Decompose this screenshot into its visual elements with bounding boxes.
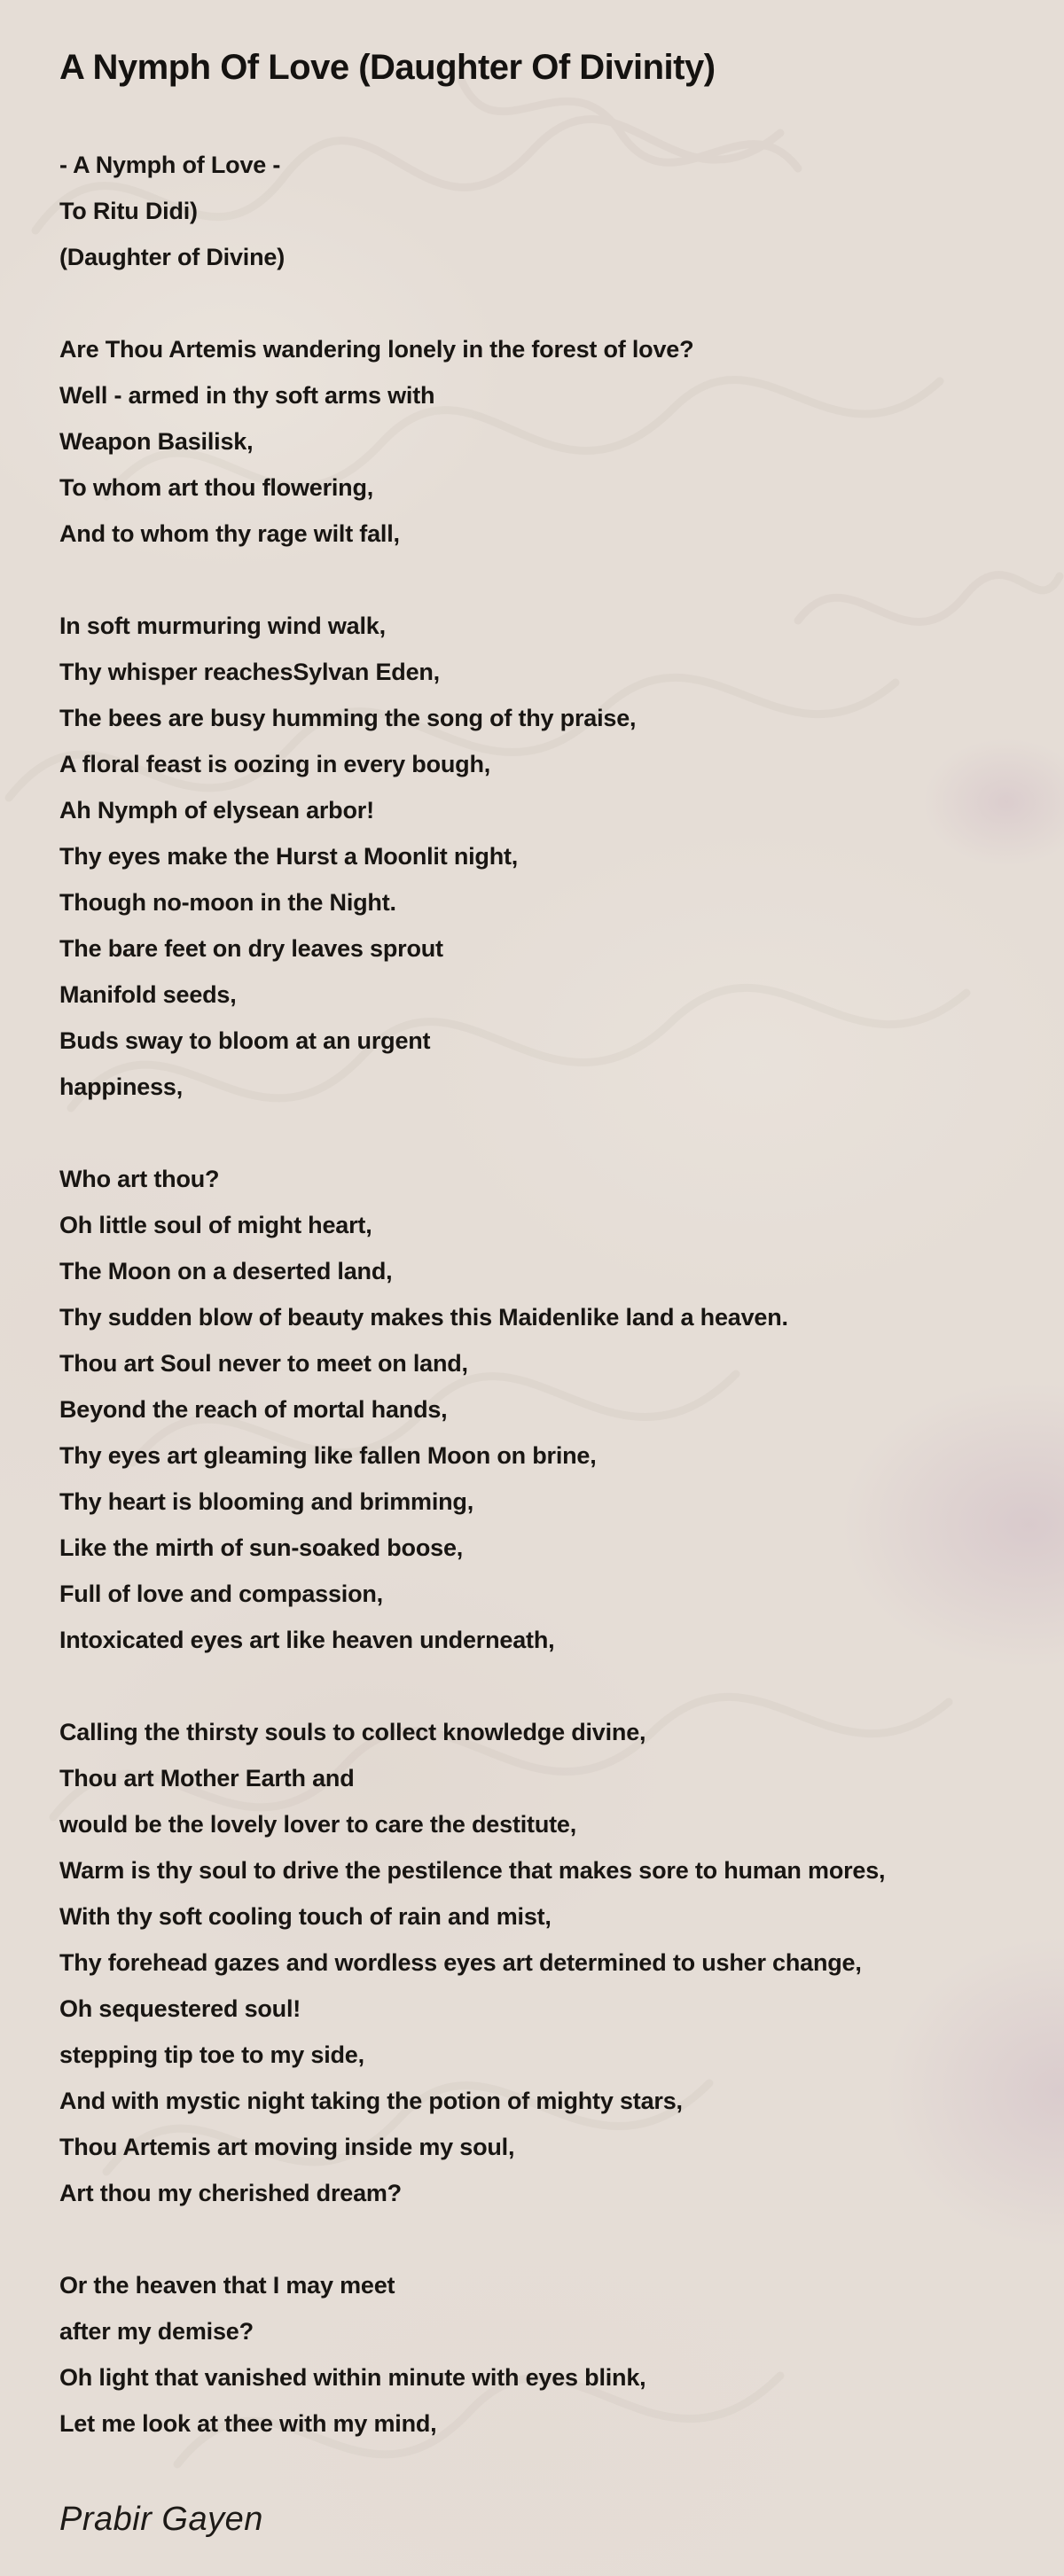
poem-line: Oh sequestered soul! — [59, 1995, 301, 2022]
poem-line: Beyond the reach of mortal hands, — [59, 1396, 448, 1423]
poem-line: Buds sway to bloom at an urgent — [59, 1027, 431, 1054]
poem-stanza — [59, 603, 1037, 1110]
poem-body — [59, 142, 1037, 2447]
poem-line: The bees are busy humming the song of thy praise, — [59, 705, 637, 731]
poem-line: With thy soft cooling touch of rain and mist, — [59, 1903, 552, 1930]
poem-line: Let me look at thee with my mind, — [59, 2410, 437, 2437]
poem-line: To Ritu Didi) — [59, 198, 198, 224]
poem-line: Weapon Basilisk, — [59, 428, 254, 455]
poem-line: - A Nymph of Love - — [59, 152, 281, 178]
poem-line: Oh light that vanished within minute with eyes blink, — [59, 2364, 646, 2391]
poem-line: And to whom thy rage wilt fall, — [59, 520, 400, 547]
poem-stanza — [59, 1156, 1037, 1663]
poem-line: Thy heart is blooming and brimming, — [59, 1488, 474, 1515]
poem-line: Thy eyes art gleaming like fallen Moon on brine, — [59, 1442, 597, 1469]
poem-line: Thy sudden blow of beauty makes this Maidenlike land a heaven. — [59, 1304, 788, 1331]
poem-line: Manifold seeds, — [59, 981, 237, 1008]
poem-stanza — [59, 142, 1037, 280]
poem-line: Calling the thirsty souls to collect knowledge divine, — [59, 1719, 646, 1745]
poem-line: The Moon on a deserted land, — [59, 1258, 393, 1284]
poem-line: Warm is thy soul to drive the pestilence that makes sore to human mores, — [59, 1857, 886, 1884]
poem-line: Full of love and compassion, — [59, 1581, 383, 1607]
poem-line: Thou art Mother Earth and — [59, 1765, 355, 1791]
poem-line: Like the mirth of sun-soaked boose, — [59, 1534, 464, 1561]
poem-title: A Nymph Of Love (Daughter Of Divinity) — [59, 48, 716, 87]
poem-stanza — [59, 1709, 1037, 2216]
poem-line: stepping tip toe to my side, — [59, 2041, 364, 2068]
poem-line: To whom art thou flowering, — [59, 474, 374, 501]
poem-stanza — [59, 2262, 1037, 2447]
poem-line: would be the lovely lover to care the destitute, — [59, 1811, 577, 1838]
poem-line: Thou art Soul never to meet on land, — [59, 1350, 468, 1377]
poem-line: Though no-moon in the Night. — [59, 889, 396, 916]
poem-line: (Daughter of Divine) — [59, 244, 286, 270]
poem-stanza — [59, 326, 1037, 557]
poem-line: Ah Nymph of elysean arbor! — [59, 797, 374, 824]
poem-line: Who art thou? — [59, 1166, 220, 1192]
poem-line: Oh little soul of might heart, — [59, 1212, 372, 1238]
poem-line: Thy whisper reachesSylvan Eden, — [59, 659, 440, 685]
poem-line: happiness, — [59, 1073, 184, 1100]
poem-line: And with mystic night taking the potion of mighty stars, — [59, 2088, 683, 2114]
poem-line: Well - armed in thy soft arms with — [59, 382, 435, 409]
poem-line: Thy forehead gazes and wordless eyes art determined to usher change, — [59, 1949, 862, 1976]
poem-line: Art thou my cherished dream? — [59, 2180, 402, 2206]
poem-line: Are Thou Artemis wandering lonely in the forest of love? — [59, 336, 694, 363]
poem-line: A floral feast is oozing in every bough, — [59, 751, 491, 777]
poem-line: Thou Artemis art moving inside my soul, — [59, 2134, 515, 2160]
poem-line: The bare feet on dry leaves sprout — [59, 935, 443, 962]
author-signature: Prabir Gayen — [59, 2501, 263, 2538]
poem-line: Thy eyes make the Hurst a Moonlit night, — [59, 843, 519, 870]
poem-line: after my demise? — [59, 2318, 254, 2345]
poem-line: Or the heaven that I may meet — [59, 2272, 395, 2299]
poem-line: In soft murmuring wind walk, — [59, 613, 386, 639]
poem-line: Intoxicated eyes art like heaven underneath, — [59, 1627, 555, 1653]
